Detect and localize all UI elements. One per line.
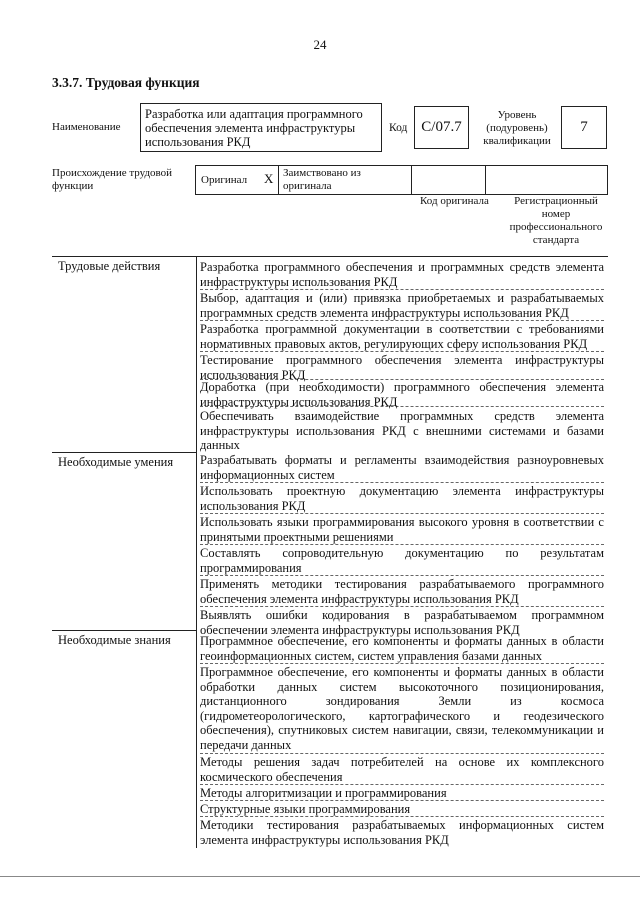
borrowed-cell — [279, 166, 412, 194]
page-number: 24 — [313, 37, 327, 52]
knowledge-item: Методы решения задач потребителей на основе их комплексного космического обеспечения — [200, 755, 604, 784]
reg-number-cell — [486, 166, 608, 194]
skill-item: Использовать языки программирования высокого уровня в соответствии с принятыми проектными решениями — [200, 515, 604, 544]
knowledge-item: Программное обеспечение, его компоненты и форматы данных в области геоинформационных систем, систем управления базами данных — [200, 634, 604, 663]
borrowed-label: Заимствовано из оригинала — [283, 167, 361, 192]
section-title: 3.3.7. Трудовая функция — [52, 75, 200, 90]
origin-row — [195, 165, 608, 195]
action-item: Разработка программного обеспечения и программных средств элемента инфраструктуры использования РКД — [200, 260, 604, 289]
knowledge-item: Структурные языки программирования — [200, 802, 604, 817]
knowledge-item: Методы алгоритмизации и программирования — [200, 786, 604, 801]
skill-item: Разрабатывать форматы и регламенты взаимодействия разноуровневых информационных систем — [200, 453, 604, 482]
origin-label: Происхождение трудовой функции — [52, 167, 173, 192]
section-heading-skills: Необходимые умения — [58, 455, 174, 469]
knowledge-item: Методики тестирования разрабатываемых информационных систем элемента инфраструктуры использования РКД — [200, 818, 604, 847]
function-name-value: Разработка или адаптация программного обеспечения элемента инфраструктуры использования РКД — [140, 103, 382, 152]
main-table — [52, 256, 608, 848]
original-code-cell — [412, 166, 486, 194]
level-label: Уровень (подуровень) квалификации — [483, 109, 551, 147]
name-label: Наименование — [52, 121, 121, 133]
level-value: 7 — [561, 106, 607, 149]
code-original-label: Код оригинала — [420, 195, 489, 207]
action-item: Разработка программной документации в соответствии с требованиями нормативных правовых актов, регулирующих сферу использования РКД — [200, 322, 604, 351]
action-item: Обеспечивать взаимодействие программных средств элемента инфраструктуры использования РКД с внешними системами и базами данных — [200, 409, 604, 453]
code-value: C/07.7 — [414, 106, 469, 149]
page-bottom-rule — [0, 876, 640, 877]
reg-number-label: Регистрационный номер профессионального стандарта — [509, 195, 603, 246]
action-item: Тестирование программного обеспечения элемента инфраструктуры использования РКД — [200, 353, 604, 382]
skill-item: Составлять сопроводительную документацию по результатам программирования — [200, 546, 604, 575]
original-mark: X — [264, 171, 274, 186]
knowledge-item: Программное обеспечение, его компоненты и форматы данных в области обработки данных систем высокоточного позиционирования, дистанционного зондирования Земли из космоса (гидрометеорологического, картографического и геодезического обеспечения), спутниковых систем навигации, связи, телекоммуникации и передачи данных — [200, 665, 604, 754]
skill-item: Использовать проектную документацию элемента инфраструктуры использования РКД — [200, 484, 604, 513]
skill-item: Применять методики тестирования разрабатываемого программного обеспечения элемента инфраструктуры использования РКД — [200, 577, 604, 606]
section-heading-actions: Трудовые действия — [58, 259, 161, 273]
section-heading-knowledge: Необходимые знания — [58, 633, 171, 647]
original-label: Оригинал — [201, 174, 248, 186]
code-label: Код — [389, 122, 408, 134]
action-item: Выбор, адаптация и (или) привязка приобретаемых и разрабатываемых программных средств элемента инфраструктуры использования РКД — [200, 291, 604, 320]
original-cell — [195, 166, 279, 194]
skill-item: Выявлять ошибки кодирования в разрабатываемом программном обеспечении элемента инфраструктуры использования РКД — [200, 608, 604, 637]
action-item: Доработка (при необходимости) программного обеспечения элемента инфраструктуры использования РКД — [200, 380, 604, 409]
